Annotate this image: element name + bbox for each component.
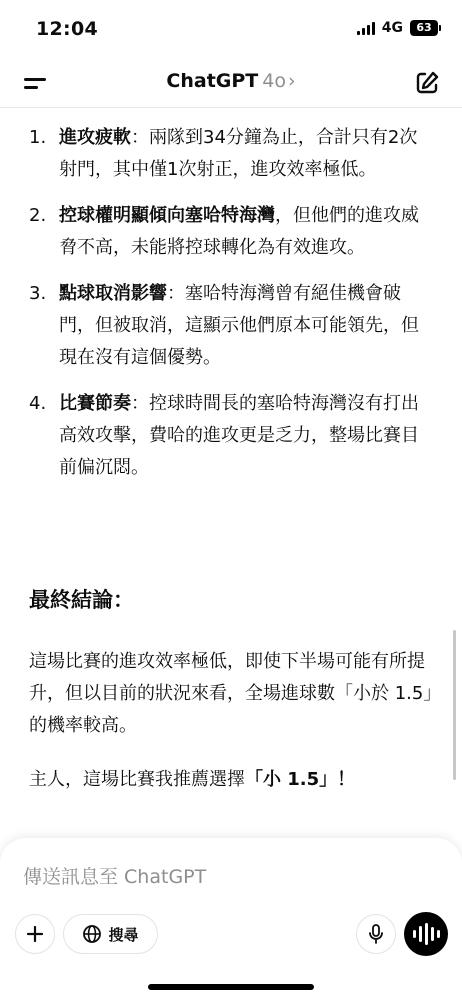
- nav-bar: [0, 58, 462, 108]
- network-label: 4G: [381, 20, 403, 36]
- list-item: 2. 控球權明顯傾向塞哈特海灣，但他們的進攻威脅不高，未能將控球轉化為有效進攻。: [29, 205, 419, 258]
- plus-icon: [26, 925, 44, 943]
- conclusion-paragraph: 這場比賽的進攻效率極低，即使下半場可能有所提升，但以目前的狀況來看，全場進球數「小於 1.5」的機率較高。: [29, 651, 433, 736]
- globe-icon: [82, 924, 102, 944]
- model-selector[interactable]: [0, 70, 462, 92]
- recommendation-paragraph: 主人，這場比賽我推薦選擇「小 1.5」！: [29, 769, 356, 790]
- list-item: 3. 點球取消影響：塞哈特海灣曾有絕佳機會破門，但被取消，這顯示他們原本可能領先，但現在沒有這個優勢。: [29, 283, 419, 368]
- battery-icon: 63: [410, 20, 438, 36]
- chevron-right-icon: ›: [287, 70, 296, 92]
- model-label: 4o: [262, 70, 286, 92]
- scrollbar[interactable]: [453, 630, 456, 780]
- mic-icon: [367, 924, 385, 944]
- voice-wave-icon: [413, 930, 416, 938]
- search-button[interactable]: [63, 914, 158, 954]
- analysis-list: [29, 122, 429, 498]
- chat-thread: [0, 108, 462, 838]
- search-label: 搜尋: [108, 925, 139, 944]
- status-bar: [0, 0, 462, 58]
- signal-icon: [357, 22, 375, 35]
- list-item: 4. 比賽節奏：控球時間長的塞哈特海灣沒有打出高效攻擊，費哈的進攻更是乏力，整場比賽目前偏沉悶。: [29, 393, 419, 478]
- app-title: ChatGPT: [166, 70, 259, 92]
- conclusion-heading: 最終結論：: [29, 588, 134, 612]
- status-indicators: [357, 20, 438, 36]
- composer: [0, 838, 462, 1000]
- status-time: 12:04: [36, 18, 98, 40]
- home-indicator[interactable]: [148, 984, 314, 990]
- compose-icon[interactable]: [412, 68, 442, 98]
- add-attachment-button[interactable]: [15, 914, 55, 954]
- mic-button[interactable]: [356, 914, 396, 954]
- voice-mode-button[interactable]: [404, 912, 448, 956]
- message-input[interactable]: 傳送訊息至 ChatGPT: [23, 866, 207, 888]
- list-item: 1. 進攻疲軟：兩隊到34分鐘為止，合計只有2次射門，其中僅1次射正，進攻效率極低。: [29, 127, 418, 180]
